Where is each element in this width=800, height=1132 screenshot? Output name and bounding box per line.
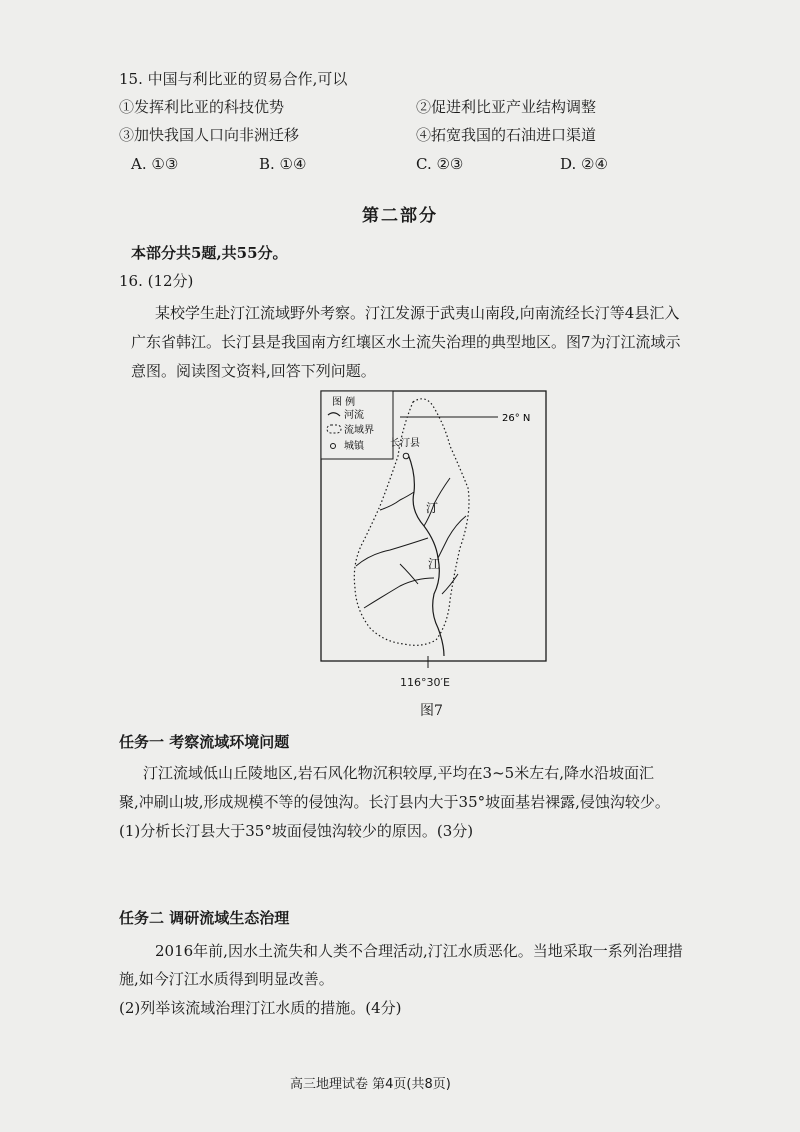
main-river [408,454,444,656]
legend-river-label: 河流 [344,410,364,421]
part2-intro: 本部分共5题,共55分。 [131,244,288,262]
task2-question: (2)列举该流域治理汀江水质的措施。(4分) [119,999,402,1017]
task1-line-2: 聚,冲刷山坡,形成规模不等的侵蚀沟。长汀县内大于35°坡面基岩裸露,侵蚀沟较少。 [119,793,670,811]
task2-title: 任务二 调研流域生态治理 [119,909,290,927]
task2-line-2: 施,如今汀江水质得到明显改善。 [119,970,334,988]
q15-choice-a[interactable]: A. ①③ [131,155,179,173]
changting-town-label: 长汀县 [390,438,420,449]
tributary-4 [438,516,466,558]
page-footer: 高三地理试卷 第4页(共8页) [290,1077,451,1092]
legend-boundary-label: 流域界 [344,425,374,436]
q16-intro-line-3: 意图。阅读图文资料,回答下列问题。 [131,362,376,380]
legend-title: 图 例 [332,397,356,408]
q15-choice-c[interactable]: C. ②③ [416,155,464,173]
q15-choice-b[interactable]: B. ①④ [259,155,307,173]
q15-choice-d[interactable]: D. ②④ [560,155,608,173]
task2-line-1: 2016年前,因水土流失和人类不合理活动,汀江水质恶化。当地采取一系列治理措 [155,942,683,960]
q15-option-1: ①发挥利比亚的科技优势 [119,98,285,116]
tributary-5 [364,578,434,608]
figure-caption: 图7 [420,703,443,719]
longitude-label: 116°30′E [400,676,450,689]
map-figure [300,388,560,688]
tributary-7 [442,574,458,594]
tributary-6 [400,564,418,584]
task1-question: (1)分析长汀县大于35°坡面侵蚀沟较少的原因。(3分) [119,822,474,840]
latitude-label: 26° N [502,413,531,424]
river-name-char-2: 江 [428,557,441,571]
q16-intro-line-1: 某校学生赴汀江流域野外考察。汀江发源于武夷山南段,向南流经长汀等4县汇入 [155,304,680,322]
q15-option-4: ④拓宽我国的石油进口渠道 [416,126,597,144]
q16-header: 16. (12分) [119,272,194,290]
q15-stem: 15. 中国与利比亚的贸易合作,可以 [119,70,348,88]
q15-option-2: ②促进利比亚产业结构调整 [416,98,597,116]
part2-title: 第二部分 [362,206,438,226]
task1-line-1: 汀江流域低山丘陵地区,岩石风化物沉积较厚,平均在3~5米左右,降水沿坡面汇 [143,764,654,782]
changting-town-marker [403,453,409,459]
river-name-char-1: 汀 [426,501,439,515]
tributary-1 [380,492,414,510]
tributary-3 [356,538,428,566]
task1-title: 任务一 考察流域环境问题 [119,733,290,751]
q16-intro-line-2: 广东省韩江。长汀县是我国南方红壤区水土流失治理的典型地区。图7为汀江流域示 [131,333,681,351]
legend-town-label: 城镇 [344,441,364,452]
q15-option-3: ③加快我国人口向非洲迁移 [119,126,300,144]
